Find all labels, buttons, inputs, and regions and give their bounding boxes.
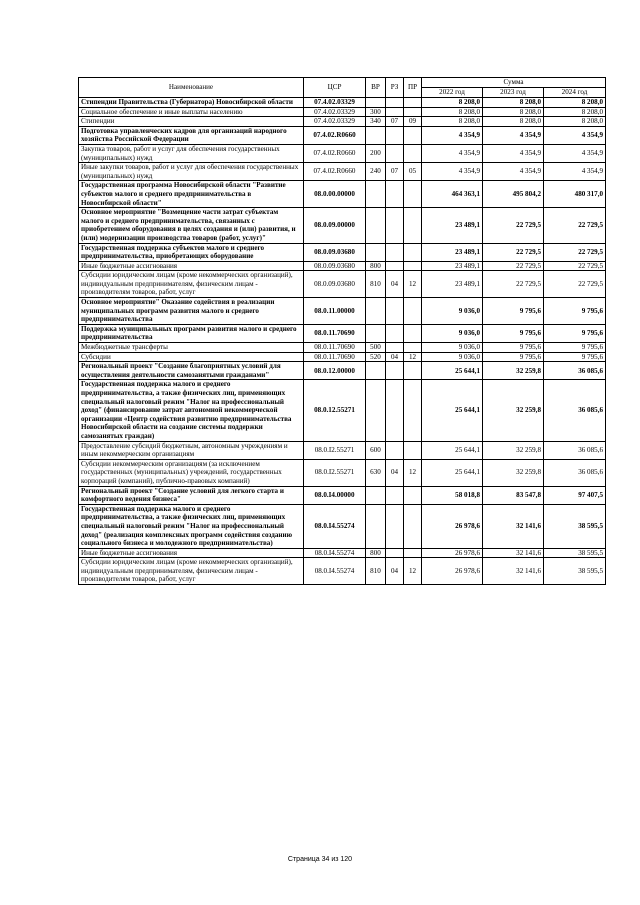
table-row	[79, 343, 606, 353]
row-value-2023: 4 354,9	[483, 163, 544, 181]
row-pr	[404, 324, 422, 342]
row-rz: 04	[386, 271, 404, 298]
row-value-2024: 36 085,6	[544, 459, 606, 486]
table-row	[79, 271, 606, 298]
row-rz	[386, 144, 404, 162]
row-vr	[366, 380, 386, 441]
table-row	[79, 261, 606, 271]
row-value-2022: 8 208,0	[422, 117, 483, 127]
row-vr	[366, 208, 386, 243]
page-number: Страница 34 из 120	[287, 856, 353, 863]
table-row	[79, 126, 606, 144]
row-value-2022: 23 489,1	[422, 243, 483, 261]
row-vr: 200	[366, 144, 386, 162]
row-value-2024: 9 795,6	[544, 352, 606, 362]
row-value-2023: 9 795,6	[483, 343, 544, 353]
row-rz	[386, 380, 404, 441]
row-csr: 08.0.11.70690	[304, 352, 366, 362]
row-csr: 08.0.I2.55271	[304, 441, 366, 459]
row-name: Межбюджетные трансферты	[79, 343, 304, 353]
row-pr	[404, 362, 422, 380]
row-rz	[386, 298, 404, 325]
row-rz	[386, 486, 404, 504]
row-value-2022: 8 208,0	[422, 98, 483, 108]
row-name: Государственная поддержка малого и среднего предпринимательства, а также физических лиц, применяющих специальный налоговый режим "Налог на профессиональный доход" (финансирование затрат автономной некоммерческой организации «Центр содействия развитию предпринимательства Новосибирской области на создание системы поддержки самозанятых граждан)	[79, 380, 304, 441]
row-csr: 07.4.02.R0660	[304, 163, 366, 181]
row-csr: 08.0.11.70690	[304, 324, 366, 342]
table-row	[79, 243, 606, 261]
row-vr	[366, 298, 386, 325]
row-rz: 04	[386, 558, 404, 585]
row-rz	[386, 98, 404, 108]
header-pr: ПР	[404, 78, 422, 98]
header-name: Наименование	[79, 78, 304, 98]
row-name: Субсидии юридическим лицам (кроме некоммерческих организаций), индивидуальным предпринимателям, физическим лицам - производителям товаров, работ, услуг	[79, 558, 304, 585]
row-value-2022: 8 208,0	[422, 107, 483, 117]
row-vr	[366, 362, 386, 380]
row-csr: 08.0.I4.00000	[304, 486, 366, 504]
row-value-2023: 32 141,6	[483, 504, 544, 548]
row-value-2023: 9 795,6	[483, 352, 544, 362]
row-rz	[386, 548, 404, 558]
row-csr: 08.0.00.00000	[304, 181, 366, 208]
row-csr: 08.0.I2.55271	[304, 459, 366, 486]
row-value-2024: 22 729,5	[544, 261, 606, 271]
row-name: Иные бюджетные ассигнования	[79, 548, 304, 558]
row-vr	[366, 181, 386, 208]
header-year-2024: 2024 год	[544, 88, 606, 98]
row-value-2024: 4 354,9	[544, 144, 606, 162]
row-value-2022: 464 363,1	[422, 181, 483, 208]
row-value-2024: 480 317,0	[544, 181, 606, 208]
row-name: Предоставление субсидий бюджетным, автономным учреждениям и иным некоммерческим организациям	[79, 441, 304, 459]
row-name: Поддержка муниципальных программ развития малого и среднего предпринимательства	[79, 324, 304, 342]
row-value-2024: 4 354,9	[544, 126, 606, 144]
row-pr	[404, 208, 422, 243]
row-value-2022: 25 644,1	[422, 441, 483, 459]
row-value-2024: 36 085,6	[544, 380, 606, 441]
row-name: Подготовка управленческих кадров для организаций народного хозяйства Российской Федерации	[79, 126, 304, 144]
row-value-2022: 23 489,1	[422, 271, 483, 298]
row-value-2024: 8 208,0	[544, 117, 606, 127]
row-value-2023: 9 795,6	[483, 298, 544, 325]
row-pr: 12	[404, 271, 422, 298]
row-vr: 810	[366, 558, 386, 585]
row-pr: 12	[404, 352, 422, 362]
row-value-2024: 4 354,9	[544, 163, 606, 181]
row-vr: 340	[366, 117, 386, 127]
row-value-2024: 36 085,6	[544, 441, 606, 459]
row-value-2024: 38 595,5	[544, 548, 606, 558]
row-pr	[404, 298, 422, 325]
row-name: Иные закупки товаров, работ и услуг для обеспечения государственных (муниципальных) нужд	[79, 163, 304, 181]
row-pr: 05	[404, 163, 422, 181]
row-pr	[404, 548, 422, 558]
row-name: Региональный проект "Создание условий для легкого старта и комфортного ведения бизнеса"	[79, 486, 304, 504]
row-rz: 07	[386, 117, 404, 127]
row-value-2024: 9 795,6	[544, 324, 606, 342]
table-row	[79, 486, 606, 504]
row-rz	[386, 441, 404, 459]
row-value-2022: 26 978,6	[422, 504, 483, 548]
row-value-2024: 38 595,5	[544, 558, 606, 585]
row-rz	[386, 181, 404, 208]
row-value-2023: 32 141,6	[483, 548, 544, 558]
row-vr: 600	[366, 441, 386, 459]
row-csr: 08.0.09.03680	[304, 261, 366, 271]
row-vr: 520	[366, 352, 386, 362]
row-value-2022: 4 354,9	[422, 144, 483, 162]
row-name: Закупка товаров, работ и услуг для обеспечения государственных (муниципальных) нужд	[79, 144, 304, 162]
row-value-2023: 32 259,8	[483, 380, 544, 441]
row-name: Субсидии некоммерческим организациям (за исключением государственных (муниципальных) учреждений, государственных корпораций (компаний), публично-правовых компаний)	[79, 459, 304, 486]
row-value-2022: 26 978,6	[422, 548, 483, 558]
row-value-2022: 4 354,9	[422, 163, 483, 181]
row-vr: 240	[366, 163, 386, 181]
row-pr	[404, 98, 422, 108]
row-value-2023: 9 795,6	[483, 324, 544, 342]
row-vr: 800	[366, 261, 386, 271]
header-sum: Сумма	[422, 78, 606, 88]
row-value-2023: 22 729,5	[483, 261, 544, 271]
row-value-2023: 4 354,9	[483, 144, 544, 162]
row-pr	[404, 243, 422, 261]
table-row	[79, 504, 606, 548]
row-csr: 08.0.11.00000	[304, 298, 366, 325]
table-row	[79, 107, 606, 117]
row-pr	[404, 261, 422, 271]
row-rz	[386, 343, 404, 353]
row-rz	[386, 107, 404, 117]
row-vr	[366, 98, 386, 108]
table-row	[79, 558, 606, 585]
table-row	[79, 98, 606, 108]
row-vr	[366, 504, 386, 548]
row-value-2022: 25 644,1	[422, 380, 483, 441]
row-csr: 08.0.I4.55274	[304, 504, 366, 548]
row-value-2023: 495 804,2	[483, 181, 544, 208]
row-pr	[404, 126, 422, 144]
row-pr	[404, 181, 422, 208]
row-value-2024: 9 795,6	[544, 298, 606, 325]
row-value-2024: 38 595,5	[544, 504, 606, 548]
row-rz	[386, 208, 404, 243]
row-value-2023: 4 354,9	[483, 126, 544, 144]
row-value-2024: 97 407,5	[544, 486, 606, 504]
row-value-2023: 32 259,8	[483, 362, 544, 380]
row-vr	[366, 324, 386, 342]
table-row	[79, 181, 606, 208]
row-value-2023: 32 259,8	[483, 441, 544, 459]
budget-table	[78, 77, 606, 585]
header-csr: ЦСР	[304, 78, 366, 98]
row-value-2023: 32 141,6	[483, 558, 544, 585]
row-value-2022: 58 018,8	[422, 486, 483, 504]
row-rz	[386, 504, 404, 548]
row-vr	[366, 243, 386, 261]
row-value-2022: 9 036,0	[422, 324, 483, 342]
row-rz	[386, 261, 404, 271]
row-csr: 07.4.02.03329	[304, 98, 366, 108]
row-name: Основное мероприятие "Возмещение части затрат субъектам малого и среднего предпринимательства, связанных с приобретением оборудования в целях создания и (или) развития, и (или) модернизации производства товаров (работ, услуг)"	[79, 208, 304, 243]
row-value-2024: 22 729,5	[544, 271, 606, 298]
row-vr: 500	[366, 343, 386, 353]
row-value-2024: 8 208,0	[544, 98, 606, 108]
row-name: Государственная программа Новосибирской области "Развитие субъектов малого и среднего предпринимательства в Новосибирской области"	[79, 181, 304, 208]
row-name: Иные бюджетные ассигнования	[79, 261, 304, 271]
table-row	[79, 362, 606, 380]
row-value-2023: 22 729,5	[483, 271, 544, 298]
row-name: Стипендии Правительства (Губернатора) Новосибирской области	[79, 98, 304, 108]
row-value-2024: 36 085,6	[544, 362, 606, 380]
row-csr: 08.0.09.03680	[304, 243, 366, 261]
row-pr	[404, 144, 422, 162]
row-csr: 08.0.I4.55274	[304, 548, 366, 558]
row-rz	[386, 362, 404, 380]
row-rz	[386, 126, 404, 144]
table-body	[79, 98, 606, 585]
row-value-2022: 25 644,1	[422, 459, 483, 486]
row-csr: 08.0.I4.55274	[304, 558, 366, 585]
row-vr	[366, 126, 386, 144]
row-rz	[386, 324, 404, 342]
table-row	[79, 441, 606, 459]
row-vr: 800	[366, 548, 386, 558]
table-row	[79, 352, 606, 362]
row-value-2023: 32 259,8	[483, 459, 544, 486]
row-rz: 04	[386, 459, 404, 486]
row-name: Государственная поддержка малого и среднего предпринимательства, а также физических лиц, применяющих специальный налоговый режим "Налог на профессиональный доход" (реализация комплексных программ содействия созданию социального бизнеса и молодежного предпринимательства)	[79, 504, 304, 548]
row-pr	[404, 380, 422, 441]
row-name: Основное мероприятие" Оказание содействия в реализации муниципальных программ развития малого и среднего предпринимательства	[79, 298, 304, 325]
row-vr	[366, 486, 386, 504]
header-year-2023: 2023 год	[483, 88, 544, 98]
row-pr	[404, 486, 422, 504]
row-csr: 08.0.09.03680	[304, 271, 366, 298]
row-pr	[404, 504, 422, 548]
row-name: Субсидии	[79, 352, 304, 362]
row-value-2023: 8 208,0	[483, 98, 544, 108]
row-rz: 04	[386, 352, 404, 362]
row-csr: 08.0.09.00000	[304, 208, 366, 243]
row-pr: 12	[404, 459, 422, 486]
row-name: Региональный проект "Создание благоприятных условий для осуществления деятельности самозанятыми гражданами"	[79, 362, 304, 380]
row-pr: 09	[404, 117, 422, 127]
row-pr	[404, 107, 422, 117]
table-row	[79, 459, 606, 486]
header-vr: ВР	[366, 78, 386, 98]
row-value-2022: 23 489,1	[422, 261, 483, 271]
row-name: Стипендии	[79, 117, 304, 127]
row-rz	[386, 243, 404, 261]
row-value-2023: 83 547,8	[483, 486, 544, 504]
row-csr: 07.4.02.03329	[304, 107, 366, 117]
row-value-2023: 8 208,0	[483, 117, 544, 127]
row-value-2022: 26 978,6	[422, 558, 483, 585]
row-vr: 300	[366, 107, 386, 117]
row-value-2022: 4 354,9	[422, 126, 483, 144]
row-value-2023: 8 208,0	[483, 107, 544, 117]
row-value-2024: 22 729,5	[544, 208, 606, 243]
row-rz: 07	[386, 163, 404, 181]
row-csr: 07.4.02.R0660	[304, 126, 366, 144]
row-value-2022: 23 489,1	[422, 208, 483, 243]
table-row	[79, 117, 606, 127]
row-value-2023: 22 729,5	[483, 208, 544, 243]
row-vr: 630	[366, 459, 386, 486]
row-name: Государственная поддержка субъектов малого и среднего предпринимательства, приобретающих оборудование	[79, 243, 304, 261]
table-row	[79, 144, 606, 162]
table-row	[79, 163, 606, 181]
row-csr: 07.4.02.03329	[304, 117, 366, 127]
row-csr: 08.0.12.55271	[304, 380, 366, 441]
table-row	[79, 324, 606, 342]
row-pr	[404, 343, 422, 353]
row-csr: 07.4.02.R0660	[304, 144, 366, 162]
row-value-2023: 22 729,5	[483, 243, 544, 261]
row-csr: 08.0.12.00000	[304, 362, 366, 380]
row-value-2022: 9 036,0	[422, 343, 483, 353]
row-name: Социальное обеспечение и иные выплаты населению	[79, 107, 304, 117]
row-name: Субсидии юридическим лицам (кроме некоммерческих организаций), индивидуальным предпринимателям, физическим лицам - производителям товаров, работ, услуг	[79, 271, 304, 298]
table-row	[79, 380, 606, 441]
header-year-2022: 2022 год	[422, 88, 483, 98]
row-value-2022: 25 644,1	[422, 362, 483, 380]
row-value-2024: 22 729,5	[544, 243, 606, 261]
table-row	[79, 298, 606, 325]
row-value-2022: 9 036,0	[422, 352, 483, 362]
row-value-2024: 9 795,6	[544, 343, 606, 353]
row-pr	[404, 441, 422, 459]
row-csr: 08.0.11.70690	[304, 343, 366, 353]
row-vr: 810	[366, 271, 386, 298]
row-value-2024: 8 208,0	[544, 107, 606, 117]
table-row	[79, 208, 606, 243]
header-rz: РЗ	[386, 78, 404, 98]
row-value-2022: 9 036,0	[422, 298, 483, 325]
row-pr: 12	[404, 558, 422, 585]
table-row	[79, 548, 606, 558]
